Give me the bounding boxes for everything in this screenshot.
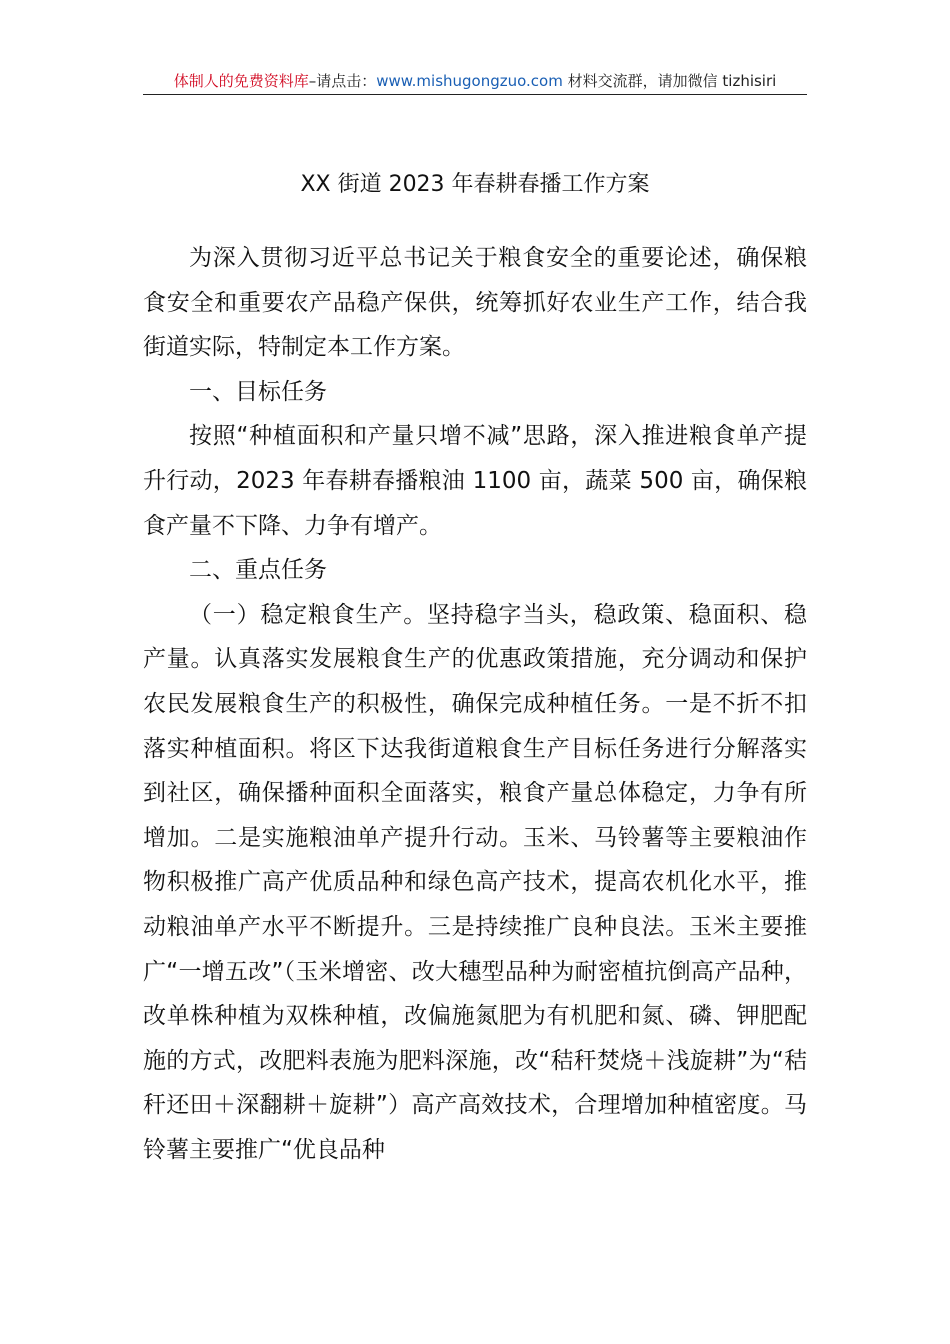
section1-heading: 一、目标任务 bbox=[189, 378, 327, 405]
section1-paragraph: 按照“种植面积和产量只增不减”思路，深入推进粮食单产提升行动，2023 年春耕春播粮油 1100 亩，蔬菜 500 亩，确保粮食产量不下降、力争有增产。 bbox=[143, 423, 807, 539]
section2-heading: 二、重点任务 bbox=[189, 557, 327, 584]
intro-paragraph: 为深入贯彻习近平总书记关于粮食安全的重要论述，确保粮食安全和重要农产品稳产保供，统筹抓好农业生产工作，结合我街道实际，特制定本工作方案。 bbox=[143, 245, 807, 361]
document-title: XX 街道 2023 年春耕春播工作方案 bbox=[300, 172, 650, 197]
header-url-link[interactable]: www.mishugongzuo.com bbox=[376, 72, 563, 90]
page-header bbox=[143, 70, 807, 95]
header-site-name: 体制人的免费资料库 bbox=[173, 72, 309, 90]
section2-paragraph: （一）稳定粮食生产。坚持稳字当头，稳政策、稳面积、稳产量。认真落实发展粮食生产的优惠政策措施，充分调动和保护农民发展粮食生产的积极性，确保完成种植任务。一是不折不扣落实种植面积。将区下达我街道粮食生产目标任务进行分解落实到社区，确保播种面积全面落实，粮食产量总体稳定，力争有所增加。二是实施粮油单产提升行动。玉米、马铃薯等主要粮油作物积极推广高产优质品种和绿色高产技术，提高农机化水平，推动粮油单产水平不断提升。三是持续推广良种良法。玉米主要推广“一增五改”（玉米增密、改大穗型品种为耐密植抗倒高产品种，改单株种植为双株种植，改偏施氮肥为有机肥和氮、磷、钾肥配施的方式，改肥料表施为肥料深施，改“秸秆焚烧＋浅旋耕”为“秸秆还田＋深翻耕＋旋耕”）高产高效技术，合理增加种植密度。马铃薯主要推广“优良品种 bbox=[143, 601, 807, 1163]
document-body bbox=[143, 236, 807, 1172]
header-prompt: –请点击： bbox=[308, 72, 377, 90]
header-wechat-note: 材料交流群，请加微信 tizhisiri bbox=[562, 72, 777, 90]
